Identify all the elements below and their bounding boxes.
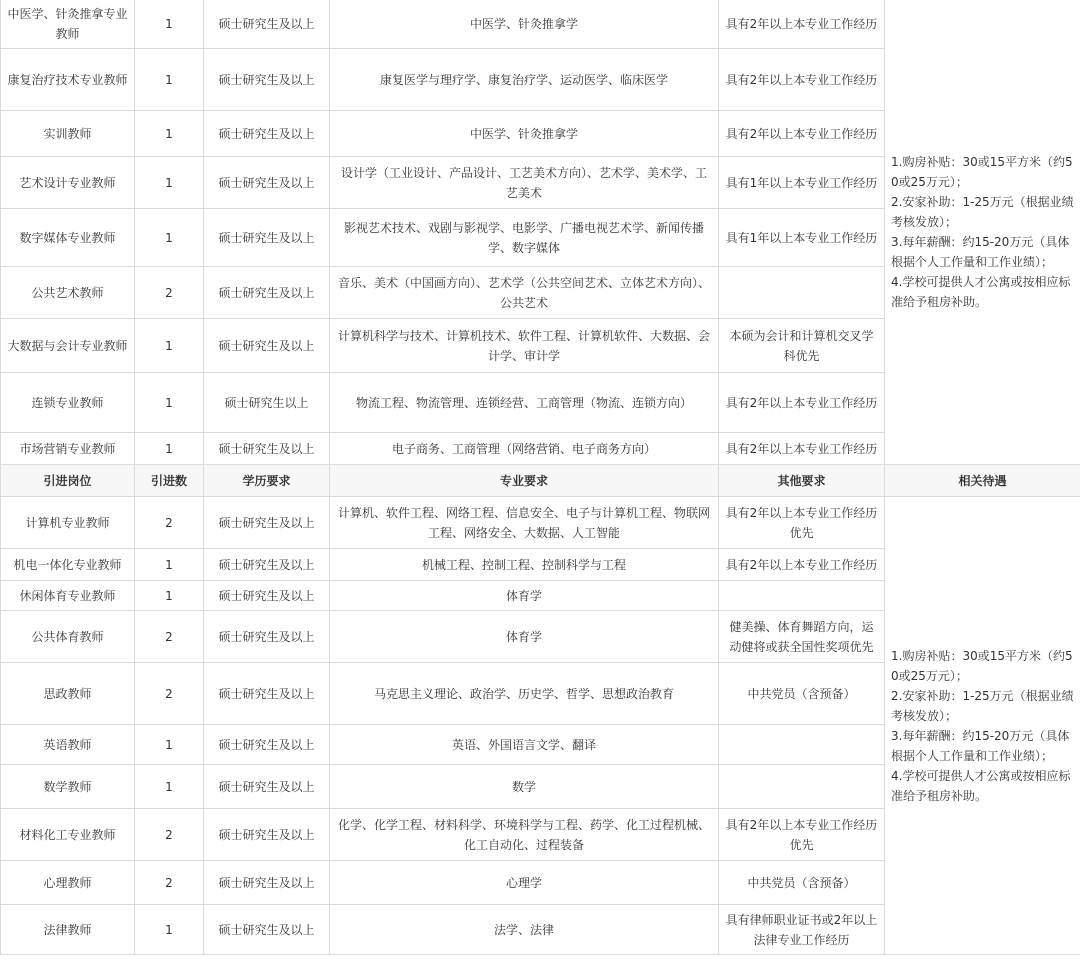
position-cell: 思政教师 — [1, 663, 135, 725]
major-cell: 体育学 — [330, 581, 719, 611]
major-cell: 体育学 — [330, 611, 719, 663]
benefit-line: 2.安家补助：1-25万元（根据业绩考核发放）； — [891, 688, 1074, 723]
header-benefit: 相关待遇 — [885, 465, 1080, 497]
education-cell: 硕士研究生及以上 — [204, 209, 330, 267]
count-cell: 1 — [135, 765, 204, 809]
other-cell: 中共党员（含预备） — [719, 663, 885, 725]
other-cell — [719, 267, 885, 319]
count-cell: 1 — [135, 49, 204, 111]
education-cell: 硕士研究生及以上 — [204, 157, 330, 209]
major-cell: 计算机科学与技术、计算机技术、软件工程、计算机软件、大数据、会计学、审计学 — [330, 319, 719, 373]
count-cell: 1 — [135, 373, 204, 433]
benefit-line: 1.购房补贴：30或15平方米（约50或25万元）； — [891, 154, 1073, 189]
other-cell: 中共党员（含预备） — [719, 861, 885, 905]
count-cell: 1 — [135, 111, 204, 157]
major-cell: 康复医学与理疗学、康复治疗学、运动医学、临床医学 — [330, 49, 719, 111]
other-cell: 本硕为会计和计算机交叉学科优先 — [719, 319, 885, 373]
position-cell: 公共艺术教师 — [1, 267, 135, 319]
table-row — [1, 497, 1080, 549]
position-cell: 数学教师 — [1, 765, 135, 809]
benefit-line: 1.购房补贴：30或15平方米（约50或25万元）； — [891, 648, 1073, 683]
benefit-line: 4.学校可提供人才公寓或按相应标准给予租房补助。 — [891, 274, 1071, 309]
major-cell: 计算机、软件工程、网络工程、信息安全、电子与计算机工程、物联网工程、网络安全、大数据、人工智能 — [330, 497, 719, 549]
benefit-line: 3.每年薪酬：约15-20万元（具体根据个人工作量和工作业绩）； — [891, 234, 1070, 269]
education-cell: 硕士研究生以上 — [204, 373, 330, 433]
count-cell: 1 — [135, 319, 204, 373]
benefit-line: 4.学校可提供人才公寓或按相应标准给予租房补助。 — [891, 768, 1071, 803]
table-row — [1, 0, 1080, 49]
major-cell: 英语、外国语言文学、翻译 — [330, 725, 719, 765]
count-cell: 1 — [135, 433, 204, 465]
major-cell: 设计学（工业设计、产品设计、工艺美术方向）、艺术学、美术学、工艺美术 — [330, 157, 719, 209]
position-cell: 连锁专业教师 — [1, 373, 135, 433]
education-cell: 硕士研究生及以上 — [204, 611, 330, 663]
position-cell: 艺术设计专业教师 — [1, 157, 135, 209]
count-cell: 1 — [135, 0, 204, 49]
count-cell: 2 — [135, 611, 204, 663]
position-cell: 康复治疗技术专业教师 — [1, 49, 135, 111]
benefit-cell — [885, 0, 1080, 465]
position-cell: 法律教师 — [1, 905, 135, 955]
other-cell: 具有2年以上本专业工作经历 — [719, 373, 885, 433]
education-cell: 硕士研究生及以上 — [204, 0, 330, 49]
count-cell: 1 — [135, 549, 204, 581]
education-cell: 硕士研究生及以上 — [204, 497, 330, 549]
other-cell: 具有2年以上本专业工作经历优先 — [719, 497, 885, 549]
count-cell: 2 — [135, 861, 204, 905]
position-cell: 实训教师 — [1, 111, 135, 157]
major-cell: 心理学 — [330, 861, 719, 905]
header-position: 引进岗位 — [1, 465, 135, 497]
major-cell: 法学、法律 — [330, 905, 719, 955]
count-cell: 1 — [135, 209, 204, 267]
other-cell: 具有1年以上本专业工作经历 — [719, 209, 885, 267]
position-cell: 材料化工专业教师 — [1, 809, 135, 861]
major-cell: 数学 — [330, 765, 719, 809]
other-cell: 具有2年以上本专业工作经历 — [719, 433, 885, 465]
count-cell: 2 — [135, 497, 204, 549]
header-other: 其他要求 — [719, 465, 885, 497]
education-cell: 硕士研究生及以上 — [204, 725, 330, 765]
count-cell: 1 — [135, 725, 204, 765]
count-cell: 2 — [135, 663, 204, 725]
count-cell: 2 — [135, 809, 204, 861]
header-education: 学历要求 — [204, 465, 330, 497]
position-cell: 公共体育教师 — [1, 611, 135, 663]
major-cell: 影视艺术技术、戏剧与影视学、电影学、广播电视艺术学、新闻传播学、数字媒体 — [330, 209, 719, 267]
major-cell: 中医学、针灸推拿学 — [330, 111, 719, 157]
position-cell: 休闲体育专业教师 — [1, 581, 135, 611]
education-cell: 硕士研究生及以上 — [204, 905, 330, 955]
education-cell: 硕士研究生及以上 — [204, 581, 330, 611]
position-cell: 机电一体化专业教师 — [1, 549, 135, 581]
education-cell: 硕士研究生及以上 — [204, 861, 330, 905]
count-cell: 1 — [135, 581, 204, 611]
count-cell: 1 — [135, 905, 204, 955]
position-cell: 计算机专业教师 — [1, 497, 135, 549]
header-row — [1, 465, 1080, 497]
position-cell: 中医学、针灸推拿专业教师 — [1, 0, 135, 49]
benefit-line: 3.每年薪酬：约15-20万元（具体根据个人工作量和工作业绩）； — [891, 728, 1070, 763]
education-cell: 硕士研究生及以上 — [204, 49, 330, 111]
education-cell: 硕士研究生及以上 — [204, 267, 330, 319]
other-cell: 具有2年以上本专业工作经历 — [719, 0, 885, 49]
benefit-line: 2.安家补助：1-25万元（根据业绩考核发放）； — [891, 194, 1074, 229]
header-count: 引进数 — [135, 465, 204, 497]
other-cell: 具有2年以上本专业工作经历 — [719, 549, 885, 581]
other-cell: 具有2年以上本专业工作经历优先 — [719, 809, 885, 861]
position-cell: 心理教师 — [1, 861, 135, 905]
benefit-cell — [885, 497, 1080, 955]
other-cell — [719, 725, 885, 765]
major-cell: 音乐、美术（中国画方向）、艺术学（公共空间艺术、立体艺术方向）、公共艺术 — [330, 267, 719, 319]
count-cell: 1 — [135, 157, 204, 209]
count-cell: 2 — [135, 267, 204, 319]
position-cell: 市场营销专业教师 — [1, 433, 135, 465]
major-cell: 机械工程、控制工程、控制科学与工程 — [330, 549, 719, 581]
header-major: 专业要求 — [330, 465, 719, 497]
education-cell: 硕士研究生及以上 — [204, 319, 330, 373]
major-cell: 中医学、针灸推拿学 — [330, 0, 719, 49]
major-cell: 物流工程、物流管理、连锁经营、工商管理（物流、连锁方向） — [330, 373, 719, 433]
education-cell: 硕士研究生及以上 — [204, 663, 330, 725]
other-cell: 具有2年以上本专业工作经历 — [719, 111, 885, 157]
other-cell — [719, 581, 885, 611]
position-cell: 大数据与会计专业教师 — [1, 319, 135, 373]
education-cell: 硕士研究生及以上 — [204, 549, 330, 581]
position-cell: 数字媒体专业教师 — [1, 209, 135, 267]
other-cell: 具有2年以上本专业工作经历 — [719, 49, 885, 111]
major-cell: 电子商务、工商管理（网络营销、电子商务方向） — [330, 433, 719, 465]
other-cell: 具有1年以上本专业工作经历 — [719, 157, 885, 209]
position-cell: 英语教师 — [1, 725, 135, 765]
major-cell: 化学、化学工程、材料科学、环境科学与工程、药学、化工过程机械、化工自动化、过程装备 — [330, 809, 719, 861]
other-cell — [719, 765, 885, 809]
education-cell: 硕士研究生及以上 — [204, 111, 330, 157]
other-cell: 健美操、体育舞蹈方向，运动健将或获全国性奖项优先 — [719, 611, 885, 663]
education-cell: 硕士研究生及以上 — [204, 809, 330, 861]
major-cell: 马克思主义理论、政治学、历史学、哲学、思想政治教育 — [330, 663, 719, 725]
education-cell: 硕士研究生及以上 — [204, 433, 330, 465]
other-cell: 具有律师职业证书或2年以上法律专业工作经历 — [719, 905, 885, 955]
education-cell: 硕士研究生及以上 — [204, 765, 330, 809]
